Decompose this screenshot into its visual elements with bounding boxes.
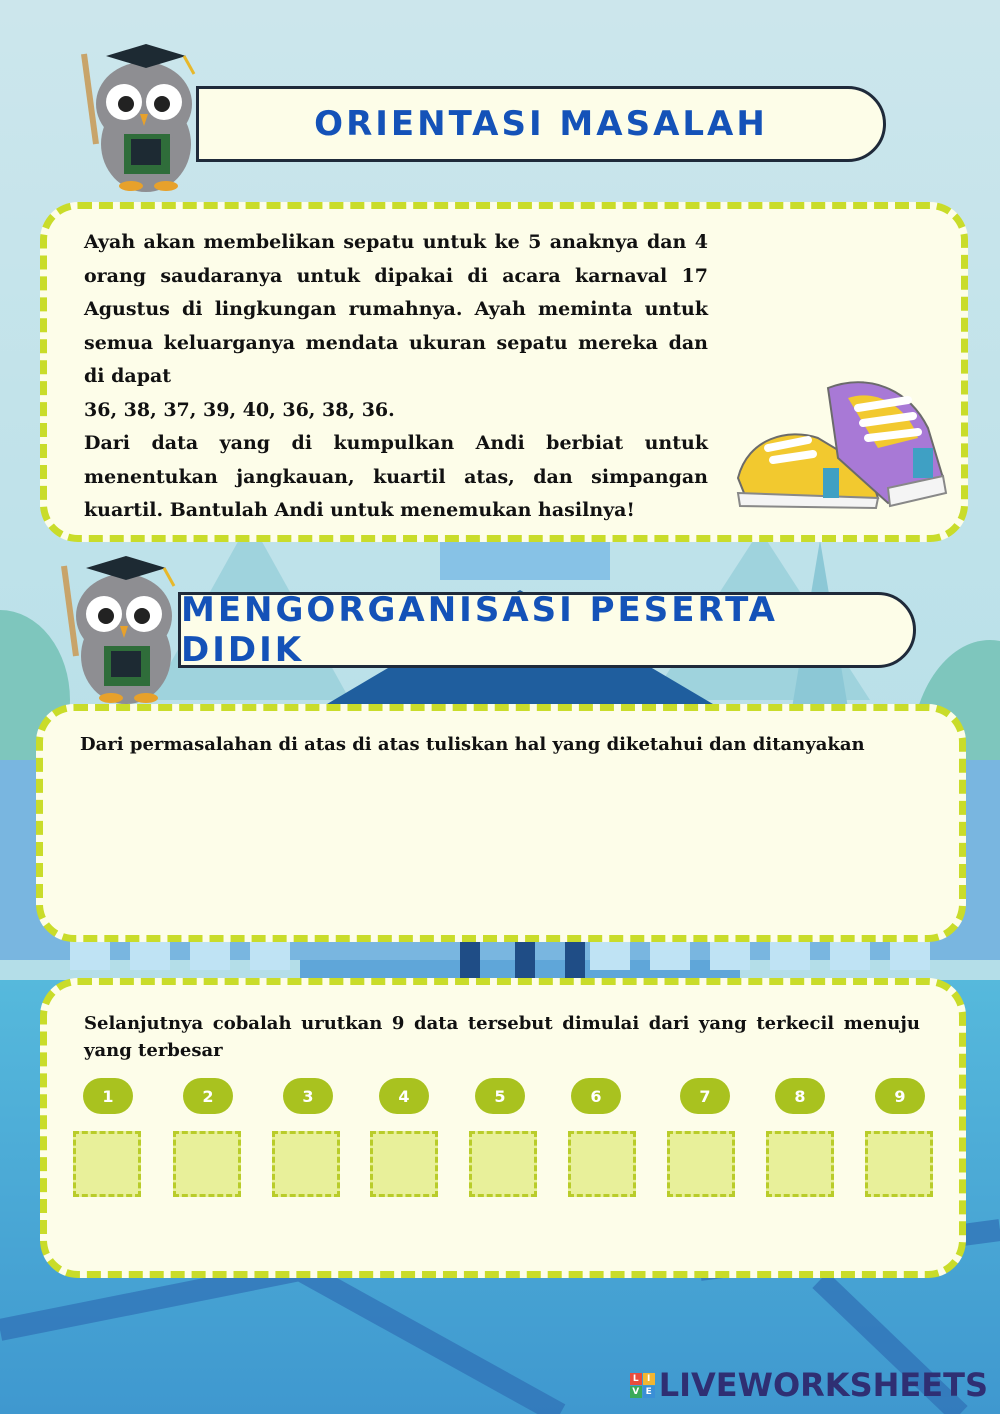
problem-question: Dari data yang di kumpulkan Andi berbiat untuk menentukan jangkauan, kuartil atas, dan simpangan kuartil. Bantulah Andi untuk menemukan hasilnya! xyxy=(84,432,708,521)
order-number-badge: 3 xyxy=(283,1078,333,1114)
liveworksheets-icon: L I V E xyxy=(630,1373,655,1398)
sorted-value-input-9[interactable] xyxy=(865,1131,933,1197)
section-banner-orientasi xyxy=(196,86,886,162)
order-number-badge: 6 xyxy=(571,1078,621,1114)
problem-text xyxy=(84,226,708,528)
order-number-badge: 9 xyxy=(875,1078,925,1114)
order-number-badge: 5 xyxy=(475,1078,525,1114)
owl-teacher-icon xyxy=(56,546,186,706)
order-number-badge: 7 xyxy=(680,1078,730,1114)
order-number-badge: 4 xyxy=(379,1078,429,1114)
sorted-value-input-4[interactable] xyxy=(370,1131,438,1197)
section-title: MENGORGANISASI PESERTA DIDIK xyxy=(181,590,778,670)
known-asked-answer-area[interactable] xyxy=(80,770,940,920)
sorted-value-input-8[interactable] xyxy=(766,1131,834,1197)
sorting-instruction: Selanjutnya cobalah urutkan 9 data tersebut dimulai dari yang terkecil menuju yang terbesar xyxy=(84,1013,920,1061)
order-number-badge: 2 xyxy=(183,1078,233,1114)
sorted-value-input-3[interactable] xyxy=(272,1131,340,1197)
section-banner-mengorganisasi xyxy=(178,592,916,668)
sorted-value-input-2[interactable] xyxy=(173,1131,241,1197)
liveworksheets-brand: LIVEWORKSHEETS xyxy=(658,1366,988,1404)
problem-paragraph: Ayah akan membelikan sepatu untuk ke 5 anaknya dan 4 orang saudaranya untuk dipakai di acara karnaval 17 Agustus di lingkungan rumahnya. Ayah meminta untuk semua keluarganya mendata ukuran sepatu mereka dan di dapat xyxy=(84,231,708,387)
order-number-badge: 1 xyxy=(83,1078,133,1114)
sorted-value-input-5[interactable] xyxy=(469,1131,537,1197)
section-title: ORIENTASI MASALAH xyxy=(314,104,768,144)
sorted-value-input-1[interactable] xyxy=(73,1131,141,1197)
liveworksheets-logo xyxy=(630,1366,988,1404)
sorted-value-input-7[interactable] xyxy=(667,1131,735,1197)
shoe-size-data: 36, 38, 37, 39, 40, 36, 38, 36. xyxy=(84,398,395,421)
order-number-badge: 8 xyxy=(775,1078,825,1114)
owl-teacher-icon xyxy=(76,34,206,194)
sneakers-icon xyxy=(728,368,952,518)
sorted-value-input-6[interactable] xyxy=(568,1131,636,1197)
known-asked-instruction: Dari permasalahan di atas di atas tuliskan hal yang diketahui dan ditanyakan xyxy=(80,734,865,755)
